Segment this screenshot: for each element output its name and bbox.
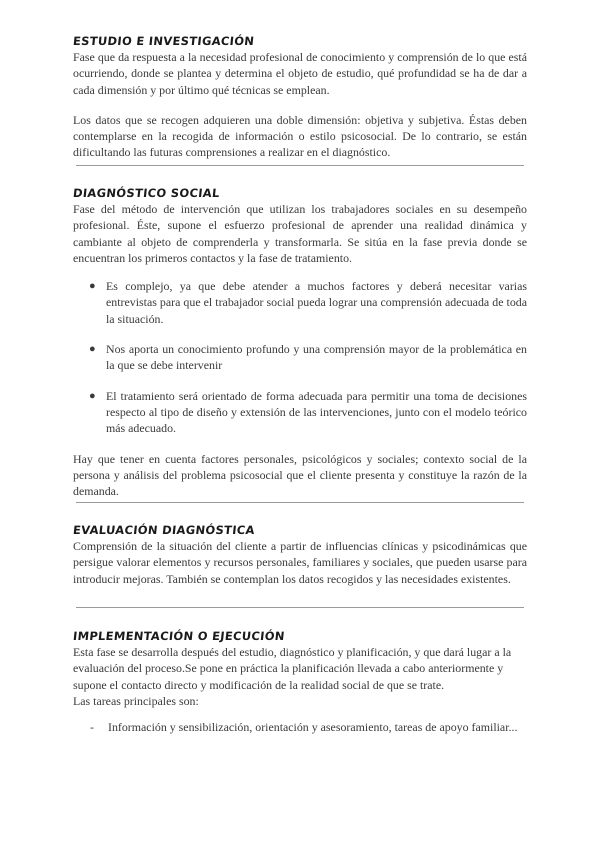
section-divider — [76, 607, 524, 608]
paragraph: Esta fase se desarrolla después del estudio, diagnóstico y planificación, y que dará lugar a la evaluación del proceso.Se pone en práctica la planificación llevada a cabo anteriormente y supone el contacto directo y modificación de la realidad social de que se trate. — [73, 645, 512, 692]
paragraph: Los datos que se recogen adquieren una doble dimensión: objetiva y subjetiva. Éstas deben contemplarse en la recogida de información o estilo psicosocial. De lo contrario, se están dificultando las futuras comprensiones a realizar en el diagnóstico. — [73, 112, 527, 160]
section-implementacion-ejecucion — [73, 629, 527, 735]
dash-list — [73, 719, 527, 735]
list-item-text: Es complejo, ya que debe atender a muchos factores y deberá necesitar varias entrevistas para que el trabajador social pueda lograr una comprensión adecuada de toda la situación. — [106, 279, 527, 326]
section-estudio-investigacion — [73, 34, 527, 161]
bullet-icon: ● — [89, 280, 96, 293]
paragraph: Hay que tener en cuenta factores personales, psicológicos y sociales; contexto social de la persona y análisis del problema psicosocial que el cliente presenta y constituye la razón de la demanda. — [73, 451, 527, 499]
bullet-list — [73, 278, 527, 436]
paragraph: Comprensión de la situación del cliente a partir de influencias clínicas y psicodinámicas que persigue valorar elementos y recursos personales, familiares y sociales, que pueden usarse para introducir mejoras. También se contemplan los datos recogidos y las necesidades existentes. — [73, 539, 527, 586]
list-item-text: Nos aporta un conocimiento profundo y una comprensión mayor de la problemática en la que se debe intervenir — [106, 342, 527, 373]
section-divider — [76, 502, 524, 503]
bullet-icon: ● — [89, 343, 96, 356]
list-item-text: El tratamiento será orientado de forma adecuada para permitir una toma de decisiones respecto al tipo de diseño y extensión de las intervenciones, junto con el modelo teórico más adecuado. — [106, 388, 527, 436]
section-heading: EVALUACIÓN DIAGNÓSTICA — [72, 523, 256, 537]
section-heading: DIAGNÓSTICO SOCIAL — [72, 186, 221, 200]
list-item — [73, 719, 527, 735]
list-item — [73, 341, 527, 374]
section-heading: IMPLEMENTACIÓN O EJECUCIÓN — [72, 629, 286, 643]
paragraph: Las tareas principales son: — [73, 693, 199, 708]
section-heading: ESTUDIO E INVESTIGACIÓN — [72, 34, 256, 48]
section-evaluacion-diagnostica — [73, 523, 527, 587]
paragraph: Fase del método de intervención que utilizan los trabajadores sociales en su desempeño profesional. Éste, supone el esfuerzo profesional de aprender una realidad dinámica y cambiante al objeto de comprenderla y transformarla. Se sitúa en la fase previa donde se encuentran los primeros contactos y la fase de tratamiento. — [73, 202, 527, 265]
section-divider — [76, 165, 524, 166]
list-item-text: Información y sensibilización, orientación y asesoramiento, tareas de apoyo familiar... — [108, 720, 518, 735]
list-item — [73, 278, 527, 327]
dash-icon: - — [90, 720, 94, 735]
section-diagnostico-social — [73, 186, 527, 499]
bullet-icon: ● — [89, 389, 96, 402]
paragraph: Fase que da respuesta a la necesidad profesional de conocimiento y comprensión de lo que está ocurriendo, donde se plantea y determina el objeto de estudio, qué profundidad se ha de dar a cada dimensión y por último qué técnicas se emplean. — [73, 50, 527, 97]
list-item — [73, 388, 527, 437]
